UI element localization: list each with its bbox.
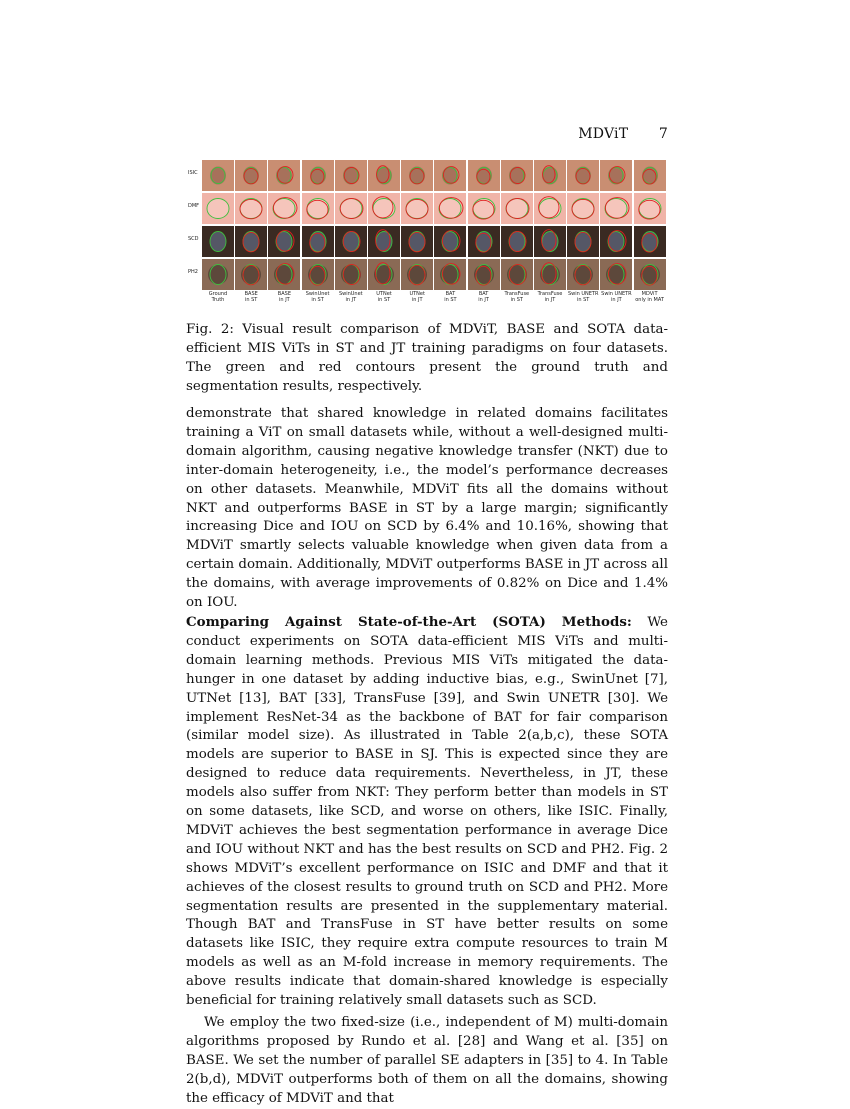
segmentation-thumbnail — [634, 160, 666, 191]
row-label: ISIC — [188, 170, 198, 176]
segmentation-thumbnail — [335, 226, 367, 257]
figure-column-labels — [202, 292, 668, 306]
segmentation-thumbnail — [401, 226, 433, 257]
column-label: BASE in ST — [244, 291, 258, 303]
segmentation-thumbnail — [335, 160, 367, 191]
segmentation-thumbnail — [202, 226, 234, 257]
page-number: 7 — [658, 126, 668, 142]
paragraph-2 — [186, 613, 668, 1011]
segmentation-thumbnail — [434, 259, 466, 290]
segmentation-thumbnail — [534, 259, 566, 290]
column-label: Swin UNETR in ST — [567, 291, 599, 303]
segmentation-thumbnail — [268, 193, 300, 224]
segmentation-thumbnail — [302, 226, 334, 257]
segmentation-thumbnail — [235, 259, 267, 290]
segmentation-thumbnail — [600, 226, 632, 257]
segmentation-thumbnail — [534, 160, 566, 191]
running-header — [578, 126, 668, 142]
segmentation-thumbnail — [434, 193, 466, 224]
segmentation-thumbnail — [335, 259, 367, 290]
figure-row-isic — [186, 158, 668, 191]
column-label: UTNet in ST — [376, 291, 392, 303]
segmentation-thumbnail — [235, 193, 267, 224]
segmentation-thumbnail — [434, 226, 466, 257]
column-label: Ground Truth — [208, 291, 228, 303]
row-label: PH2 — [188, 269, 198, 275]
segmentation-thumbnail — [235, 160, 267, 191]
paragraph-3: We employ the two fixed-size (i.e., independent of M) multi-domain algorithms proposed by Rundo et al. [28] and Wang et al. [35] on BASE. We set the number of parallel SE adapters in [35] to 4. In Table 2(b,d), MDViT outperforms both of them on all the domains, showing the efficacy of MDViT and that — [186, 1015, 668, 1106]
paragraph-1: demonstrate that shared knowledge in related domains facilitates training a ViT on small datasets while, without a well-designed multi-domain algorithm, causing negative knowledge transfer (NKT) due to inter-domain heterogeneity, i.e., the model’s performance decreases on other datasets. Meanwhile, MDViT fits all the domains without NKT and outperforms BASE in ST by a large margin; significantly increasing Dice and IOU on SCD by 6.4% and 10.16%, showing that MDViT smartly selects valuable knowledge when given data from a certain domain. Additionally, MDViT outperforms BASE in JT across all the domains, with average improvements of 0.82% on Dice and 1.4% on IOU. — [186, 406, 668, 611]
segmentation-thumbnail — [600, 160, 632, 191]
segmentation-thumbnail — [368, 259, 400, 290]
segmentation-thumbnail — [634, 259, 666, 290]
figure-row-ph2 — [186, 257, 668, 290]
column-label: SwinUnet in ST — [305, 291, 330, 303]
segmentation-thumbnail — [368, 226, 400, 257]
segmentation-thumbnail — [401, 259, 433, 290]
segmentation-thumbnail — [268, 259, 300, 290]
figure-caption — [186, 320, 668, 396]
segmentation-thumbnail — [634, 226, 666, 257]
segmentation-thumbnail — [468, 160, 500, 191]
column-label: TransFuse in ST — [504, 291, 530, 303]
segmentation-thumbnail — [567, 193, 599, 224]
column-label: MDViT only in MAT — [635, 291, 664, 303]
segmentation-thumbnail — [202, 193, 234, 224]
running-title: MDViT — [578, 126, 629, 142]
column-label: BAT in ST — [444, 291, 457, 303]
figure-row-scd — [186, 224, 668, 257]
row-label: DMF — [188, 203, 200, 209]
segmentation-thumbnail — [534, 226, 566, 257]
figure-row-dmf — [186, 191, 668, 224]
segmentation-thumbnail — [600, 259, 632, 290]
segmentation-thumbnail — [302, 160, 334, 191]
paragraph-2-text: We conduct experiments on SOTA data-efficient MIS ViTs and multi-domain learning methods. Previous MIS ViTs mitigated the data-hunger in one dataset by adding inductive bias, e.g., SwinUnet [7], UTNet [13], BAT [33], TransFuse [39], and Swin UNETR [30]. We implement ResNet-34 as the backbone of BAT for fair comparison (similar model size). As illustrated in Table 2(a,b,c), these SOTA models are superior to BASE in SJ. This is expected since they are designed to reduce data requirements. Nevertheless, in JT, these models also suffer from NKT: They perform better than models in ST on some datasets, like SCD, and worse on others, like ISIC. Finally, MDViT achieves the best segmentation performance in average Dice and IOU without NKT and has the best results on SCD and PH2. Fig. 2 shows MDViT’s excellent performance on ISIC and DMF and that it achieves of the closest results to ground truth on SCD and PH2. More segmentation results are presented in the supplementary material. Though BAT and TransFuse in ST have better results on some datasets like ISIC, they require extra compute resources to train M models as well as an M-fold increase in memory requirements. The above results indicate that domain-shared knowledge is especially beneficial for training relatively small datasets such as SCD. — [186, 614, 668, 1009]
column-label: BAT in JT — [478, 291, 489, 303]
segmentation-thumbnail — [202, 160, 234, 191]
caption-label: Fig. 2: — [186, 322, 234, 337]
segmentation-thumbnail — [468, 226, 500, 257]
segmentation-thumbnail — [567, 259, 599, 290]
column-label: SwinUnet in JT — [338, 291, 363, 303]
segmentation-thumbnail — [235, 226, 267, 257]
segmentation-thumbnail — [600, 193, 632, 224]
segmentation-thumbnail — [335, 193, 367, 224]
segmentation-thumbnail — [468, 193, 500, 224]
segmentation-thumbnail — [567, 160, 599, 191]
segmentation-thumbnail — [368, 193, 400, 224]
segmentation-thumbnail — [401, 193, 433, 224]
column-label: UTNet in JT — [409, 291, 425, 303]
body-text — [186, 405, 668, 1109]
row-label: SCD — [188, 236, 199, 242]
segmentation-thumbnail — [401, 160, 433, 191]
segmentation-thumbnail — [368, 160, 400, 191]
segmentation-thumbnail — [501, 259, 533, 290]
segmentation-thumbnail — [302, 259, 334, 290]
segmentation-thumbnail — [634, 193, 666, 224]
section-heading: Comparing Against State-of-the-Art (SOTA) Methods: — [186, 613, 632, 630]
segmentation-thumbnail — [434, 160, 466, 191]
segmentation-thumbnail — [501, 226, 533, 257]
segmentation-thumbnail — [202, 259, 234, 290]
segmentation-thumbnail — [501, 193, 533, 224]
column-label: Swin UNETR in JT — [601, 291, 632, 303]
segmentation-thumbnail — [268, 160, 300, 191]
segmentation-thumbnail — [468, 259, 500, 290]
segmentation-thumbnail — [268, 226, 300, 257]
segmentation-thumbnail — [501, 160, 533, 191]
figure-grid — [186, 158, 668, 290]
caption-text: Visual result comparison of MDViT, BASE and SOTA data-efficient MIS ViTs in ST and JT training paradigms on four datasets. The green and red contours present the ground truth and segmentation results, respectively. — [186, 322, 668, 394]
column-label: TransFuse in JT — [537, 291, 563, 303]
segmentation-thumbnail — [302, 193, 334, 224]
column-label: BASE in JT — [277, 291, 291, 303]
segmentation-thumbnail — [534, 193, 566, 224]
segmentation-thumbnail — [567, 226, 599, 257]
